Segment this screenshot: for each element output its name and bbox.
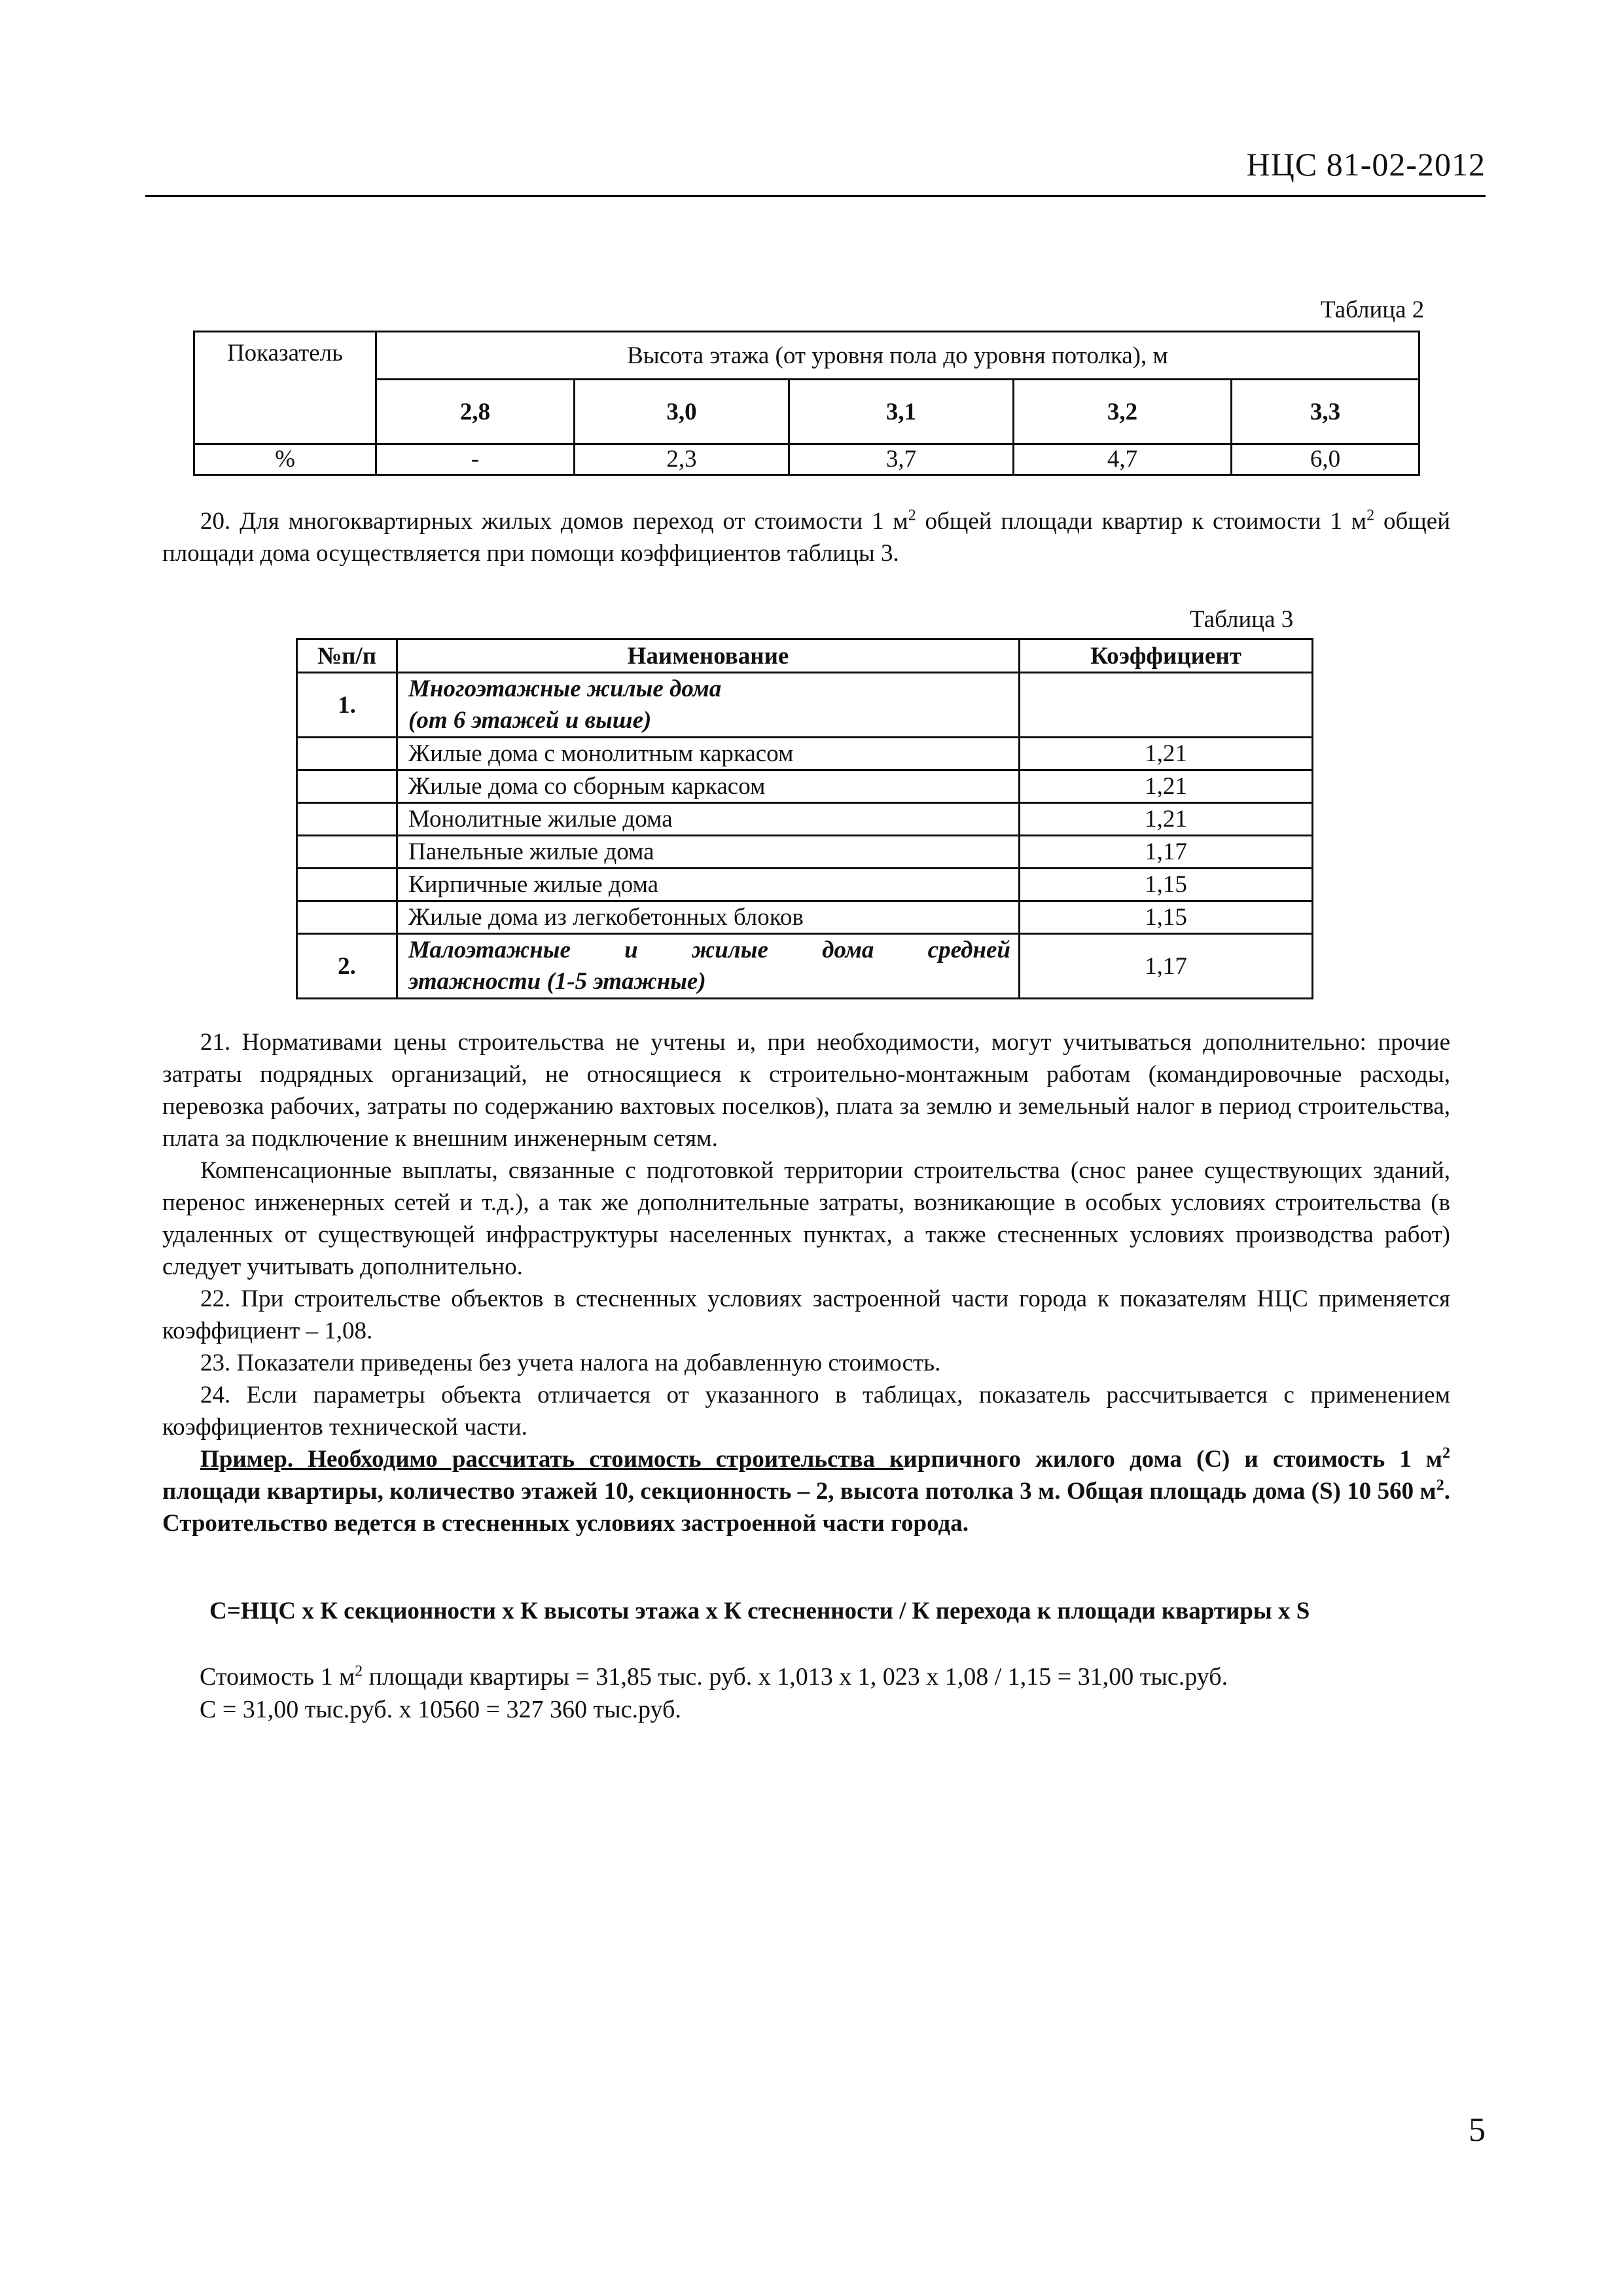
table2-height-header: Высота этажа (от уровня пола до уровня потолка), м <box>376 332 1419 380</box>
table2-height-value: 3,1 <box>789 380 1014 444</box>
table2-height-value: 3,2 <box>1014 380 1232 444</box>
table-row <box>297 901 1313 934</box>
table2-height-value: 2,8 <box>376 380 575 444</box>
calc1-text-b: площади квартиры = 31,85 тыс. руб. х 1,013 х 1, 023 х 1,08 / 1,15 = 31,00 тыс.руб. <box>363 1663 1228 1691</box>
calc1-text-a: Стоимость 1 м <box>200 1663 355 1691</box>
table-row <box>194 444 1419 475</box>
table2-height-value: 3,0 <box>575 380 789 444</box>
paragraph-23 <box>162 1347 1450 1379</box>
p23-text: 23. Показатели приведены без учета налога на добавленную стоимость. <box>200 1350 941 1376</box>
group1-title-line1: Многоэтажные жилые дома <box>408 675 722 702</box>
table2-percent-value: - <box>376 444 575 475</box>
table3-item-coefficient: 1,21 <box>1020 803 1313 836</box>
paragraph-21 <box>162 1026 1450 1155</box>
superscript: 2 <box>1436 1477 1444 1494</box>
example-text-1: ирпичного жилого дома (С) и стоимость 1 м <box>903 1446 1442 1473</box>
table-row <box>297 934 1313 999</box>
table3-group-coefficient: 1,17 <box>1020 934 1313 999</box>
table3-item-coefficient: 1,15 <box>1020 901 1313 934</box>
table3-item-name: Жилые дома с монолитным каркасом <box>397 738 1020 770</box>
table3-item-coefficient: 1,15 <box>1020 869 1313 901</box>
p20-text-c: общей площади дома осуществляется при помощи коэффициентов таблицы 3. <box>162 508 1450 567</box>
p21b-text: Компенсационные выплаты, связанные с подготовкой территории строительства (снос ранее существующих зданий, перенос инженерных сетей и т.д.), а так же дополнительные затраты, возникающие в особых условиях строительства (в удаленных от существующей инфраструктуры населенных пунктах, а также стесненных условиях производства работ) следует учитывать дополнительно. <box>162 1157 1450 1280</box>
table-row <box>297 803 1313 836</box>
calculation-line-1 <box>200 1662 1228 1691</box>
cost-formula: С=НЦС х К секционности х К высоты этажа х К стесненности / К перехода к площади квартиры х S <box>209 1598 1310 1624</box>
table2-percent-value: 3,7 <box>789 444 1014 475</box>
table2-floor-height <box>193 331 1420 476</box>
table3-item-name: Кирпичные жилые дома <box>397 869 1020 901</box>
table-row <box>297 738 1313 770</box>
table-row <box>194 380 1419 444</box>
table2-percent-value: 4,7 <box>1014 444 1232 475</box>
paragraph-20 <box>162 505 1450 569</box>
example-text-2: площади квартиры, количество этажей 10, секционность – 2, высота потолка 3 м. Общая площадь дома (S) 10 560 м <box>162 1478 1436 1505</box>
table2-row-label: % <box>194 444 376 475</box>
page-number: 5 <box>1469 2111 1486 2149</box>
table-row <box>194 332 1419 380</box>
table2-caption: Таблица 2 <box>1321 296 1425 323</box>
table-row <box>297 770 1313 803</box>
table3-group-number: 2. <box>297 934 397 999</box>
superscript: 2 <box>355 1662 363 1680</box>
table2-indicator-header: Показатель <box>194 332 376 444</box>
table3-group-title <box>397 673 1020 738</box>
paragraph-22 <box>162 1283 1450 1347</box>
table3-header-name: Наименование <box>397 639 1020 673</box>
table3-item-coefficient: 1,17 <box>1020 836 1313 869</box>
group2-title-line1: Малоэтажные и жилые дома средней <box>408 937 1010 963</box>
table3-empty-cell <box>1020 673 1313 738</box>
table3-coefficients <box>296 638 1313 999</box>
superscript: 2 <box>1366 507 1375 524</box>
header-rule <box>145 195 1486 197</box>
paragraph-21-continued <box>162 1155 1450 1283</box>
superscript: 2 <box>1442 1444 1450 1462</box>
table-row <box>297 869 1313 901</box>
table-row <box>297 639 1313 673</box>
table3-caption: Таблица 3 <box>1190 606 1294 633</box>
table-row <box>297 836 1313 869</box>
table3-header-number: №п/п <box>297 639 397 673</box>
p24-text: 24. Если параметры объекта отличается от указанного в таблицах, показатель рассчитывается с применением коэффициентов технической части. <box>162 1382 1450 1441</box>
example-paragraph <box>162 1443 1450 1539</box>
document-code-header: НЦС 81-02-2012 <box>1246 146 1486 183</box>
example-underlined-text: Пример. Необходимо рассчитать стоимость строительства к <box>200 1446 904 1473</box>
table2-percent-value: 2,3 <box>575 444 789 475</box>
table3-header-coefficient: Коэффициент <box>1020 639 1313 673</box>
table2-percent-value: 6,0 <box>1232 444 1419 475</box>
table3-item-name: Жилые дома из легкобетонных блоков <box>397 901 1020 934</box>
table2-height-value: 3,3 <box>1232 380 1419 444</box>
table3-group-number: 1. <box>297 673 397 738</box>
p22-text: 22. При строительстве объектов в стесненных условиях застроенной части города к показателям НЦС применяется коэффициент – 1,08. <box>162 1285 1450 1344</box>
table3-item-name: Панельные жилые дома <box>397 836 1020 869</box>
table3-group-title <box>397 934 1020 999</box>
group2-title-line2: этажности (1-5 этажные) <box>408 968 706 995</box>
table3-item-name: Жилые дома со сборным каркасом <box>397 770 1020 803</box>
p20-text-b: общей площади квартир к стоимости 1 м <box>916 508 1367 535</box>
paragraph-24 <box>162 1379 1450 1443</box>
table-row <box>297 673 1313 738</box>
superscript: 2 <box>908 507 916 524</box>
table3-item-coefficient: 1,21 <box>1020 770 1313 803</box>
p20-text-a: 20. Для многоквартирных жилых домов переход от стоимости 1 м <box>200 508 908 535</box>
calculation-line-2: С = 31,00 тыс.руб. х 10560 = 327 360 тыс.руб. <box>200 1696 681 1723</box>
group1-title-line2: (от 6 этажей и выше) <box>408 707 652 734</box>
p21-text: 21. Нормативами цены строительства не учтены и, при необходимости, могут учитываться дополнительно: прочие затраты подрядных организаций, не относящиеся к строительно-монтажным работам (командировочные расходы, перевозка рабочих, затраты по содержанию вахтовых поселков), плата за землю и земельный налог в период строительства, плата за подключение к внешним инженерным сетям. <box>162 1029 1450 1152</box>
table3-item-coefficient: 1,21 <box>1020 738 1313 770</box>
example-text-3: . Строительство ведется в стесненных условиях застроенной части города. <box>162 1478 1450 1537</box>
table3-item-name: Монолитные жилые дома <box>397 803 1020 836</box>
